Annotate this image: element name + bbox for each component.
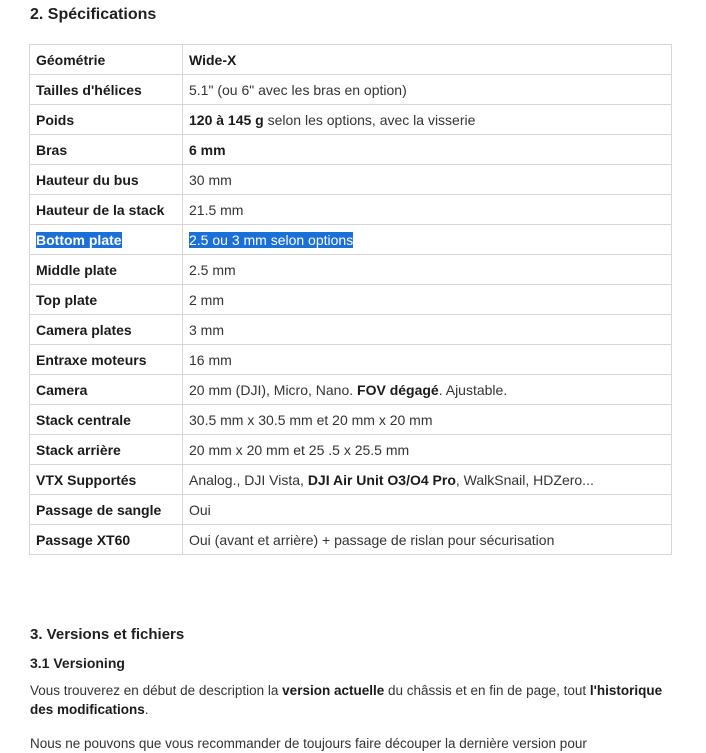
spec-label: Poids (36, 111, 75, 128)
text-run: 20 mm x 20 mm et 25 .5 x 25.5 mm (189, 441, 410, 458)
spec-value-cell (183, 75, 672, 105)
spec-label: Géométrie (36, 51, 106, 68)
text-run: Oui (189, 501, 211, 518)
spec-value (189, 532, 554, 548)
text-run: 30.5 mm x 30.5 mm et 20 mm x 20 mm (189, 411, 433, 428)
bold-text: FOV dégagé (357, 381, 439, 398)
spec-label: Stack centrale (36, 411, 131, 428)
spec-label: Camera (36, 381, 88, 398)
table-row (30, 285, 672, 315)
spec-label-cell (30, 255, 183, 285)
spec-value-cell (183, 315, 672, 345)
spec-label-cell (30, 285, 183, 315)
spec-value-cell (183, 45, 672, 75)
spec-value-cell (183, 225, 672, 255)
spec-value (189, 112, 475, 128)
section-title: 2. Spécifications (30, 6, 157, 23)
versions-heading: 3. Versions et fichiers (30, 626, 185, 643)
table-row (30, 165, 672, 195)
text-run: Analog., DJI Vista, (189, 471, 308, 488)
table-row (30, 255, 672, 285)
table-row (30, 465, 672, 495)
spec-value (189, 412, 433, 428)
table-row (30, 75, 672, 105)
text-run: 30 mm (189, 171, 232, 188)
specs-table (29, 44, 672, 555)
spec-value (189, 82, 407, 98)
table-row (30, 105, 672, 135)
spec-value (189, 472, 594, 488)
text-run: 2.5 mm (189, 261, 236, 278)
spec-label-cell (30, 45, 183, 75)
spec-label: Passage de sangle (36, 501, 162, 518)
spec-label: Passage XT60 (36, 531, 131, 548)
bold-text: 6 mm (189, 141, 226, 158)
spec-label: Tailles d'hélices (36, 81, 142, 98)
spec-label-cell (30, 225, 183, 255)
spec-value (189, 262, 236, 278)
versioning-subheading: 3.1 Versioning (30, 655, 125, 671)
table-row (30, 135, 672, 165)
spec-value-cell (183, 375, 672, 405)
bold-text: Wide-X (189, 51, 237, 68)
bold-text: DJI Air Unit O3/O4 Pro (307, 471, 456, 488)
spec-value (189, 232, 353, 248)
spec-label-cell (30, 195, 183, 225)
table-row (30, 435, 672, 465)
spec-value (189, 172, 232, 188)
spec-value (189, 292, 224, 308)
spec-value-cell (183, 435, 672, 465)
versioning-paragraph (30, 681, 680, 719)
spec-label-cell (30, 525, 183, 555)
spec-label-cell (30, 135, 183, 165)
spec-value (189, 322, 224, 338)
spec-value-cell (183, 105, 672, 135)
bold-text: 120 à 145 g (189, 111, 264, 128)
spec-value (189, 202, 243, 218)
spec-label: Bottom plate (36, 231, 122, 248)
spec-label: Entraxe moteurs (36, 351, 147, 368)
text-run: 2 mm (189, 291, 224, 308)
table-row (30, 225, 672, 255)
spec-label-cell (30, 405, 183, 435)
text-run: 5.1" (ou 6" avec les bras en option) (189, 81, 407, 98)
spec-label-cell (30, 495, 183, 525)
spec-value (189, 502, 211, 518)
recommendation-paragraph (30, 734, 680, 753)
table-row (30, 375, 672, 405)
text-run: . (144, 702, 149, 717)
spec-label: Bras (36, 141, 68, 158)
text-run: 16 mm (189, 351, 232, 368)
spec-label: Middle plate (36, 261, 117, 278)
spec-value-cell (183, 285, 672, 315)
table-row (30, 45, 672, 75)
spec-value-cell (183, 255, 672, 285)
text-run: Nous ne pouvons que vous recommander de toujours faire découper la dernière version pour (30, 736, 587, 751)
spec-value (189, 52, 236, 68)
table-row (30, 405, 672, 435)
spec-label-cell (30, 465, 183, 495)
spec-value (189, 352, 232, 368)
spec-value-cell (183, 525, 672, 555)
spec-value-cell (183, 465, 672, 495)
spec-value-cell (183, 165, 672, 195)
text-run: du châssis et en fin de page, tout (384, 683, 590, 698)
spec-value-cell (183, 345, 672, 375)
text-run: , WalkSnail, HDZero... (455, 471, 594, 488)
spec-label-cell (30, 435, 183, 465)
spec-label: Top plate (36, 291, 98, 308)
spec-label: Hauteur du bus (36, 171, 139, 188)
spec-label: Camera plates (36, 321, 132, 338)
spec-value (189, 142, 226, 158)
bold-text: l'historique des modifications (30, 683, 663, 717)
text-run: 2.5 ou 3 mm selon options (189, 231, 354, 248)
spec-value-cell (183, 495, 672, 525)
spec-label: Hauteur de la stack (36, 201, 165, 218)
text-run: selon les options, avec la visserie (263, 111, 476, 128)
text-run: 21.5 mm (189, 201, 244, 218)
spec-label-cell (30, 315, 183, 345)
table-row (30, 315, 672, 345)
spec-value (189, 442, 409, 458)
table-row (30, 495, 672, 525)
spec-value (189, 382, 507, 398)
spec-value-cell (183, 195, 672, 225)
specs-table-body (30, 45, 672, 555)
table-row (30, 525, 672, 555)
text-run: . Ajustable. (438, 381, 508, 398)
table-row (30, 345, 672, 375)
spec-label-cell (30, 75, 183, 105)
spec-label-cell (30, 375, 183, 405)
text-run: 20 mm (DJI), Micro, Nano. (189, 381, 358, 398)
spec-label-cell (30, 105, 183, 135)
spec-value-cell (183, 405, 672, 435)
table-row (30, 195, 672, 225)
spec-label: Stack arrière (36, 441, 121, 458)
bold-text: version actuelle (282, 683, 385, 698)
text-run: 3 mm (189, 321, 224, 338)
text-run: Vous trouverez en début de description la (30, 683, 283, 698)
spec-value-cell (183, 135, 672, 165)
text-run: Oui (avant et arrière) + passage de rislan pour sécurisation (189, 531, 555, 548)
spec-label: VTX Supportés (36, 471, 137, 488)
spec-label-cell (30, 165, 183, 195)
spec-label-cell (30, 345, 183, 375)
